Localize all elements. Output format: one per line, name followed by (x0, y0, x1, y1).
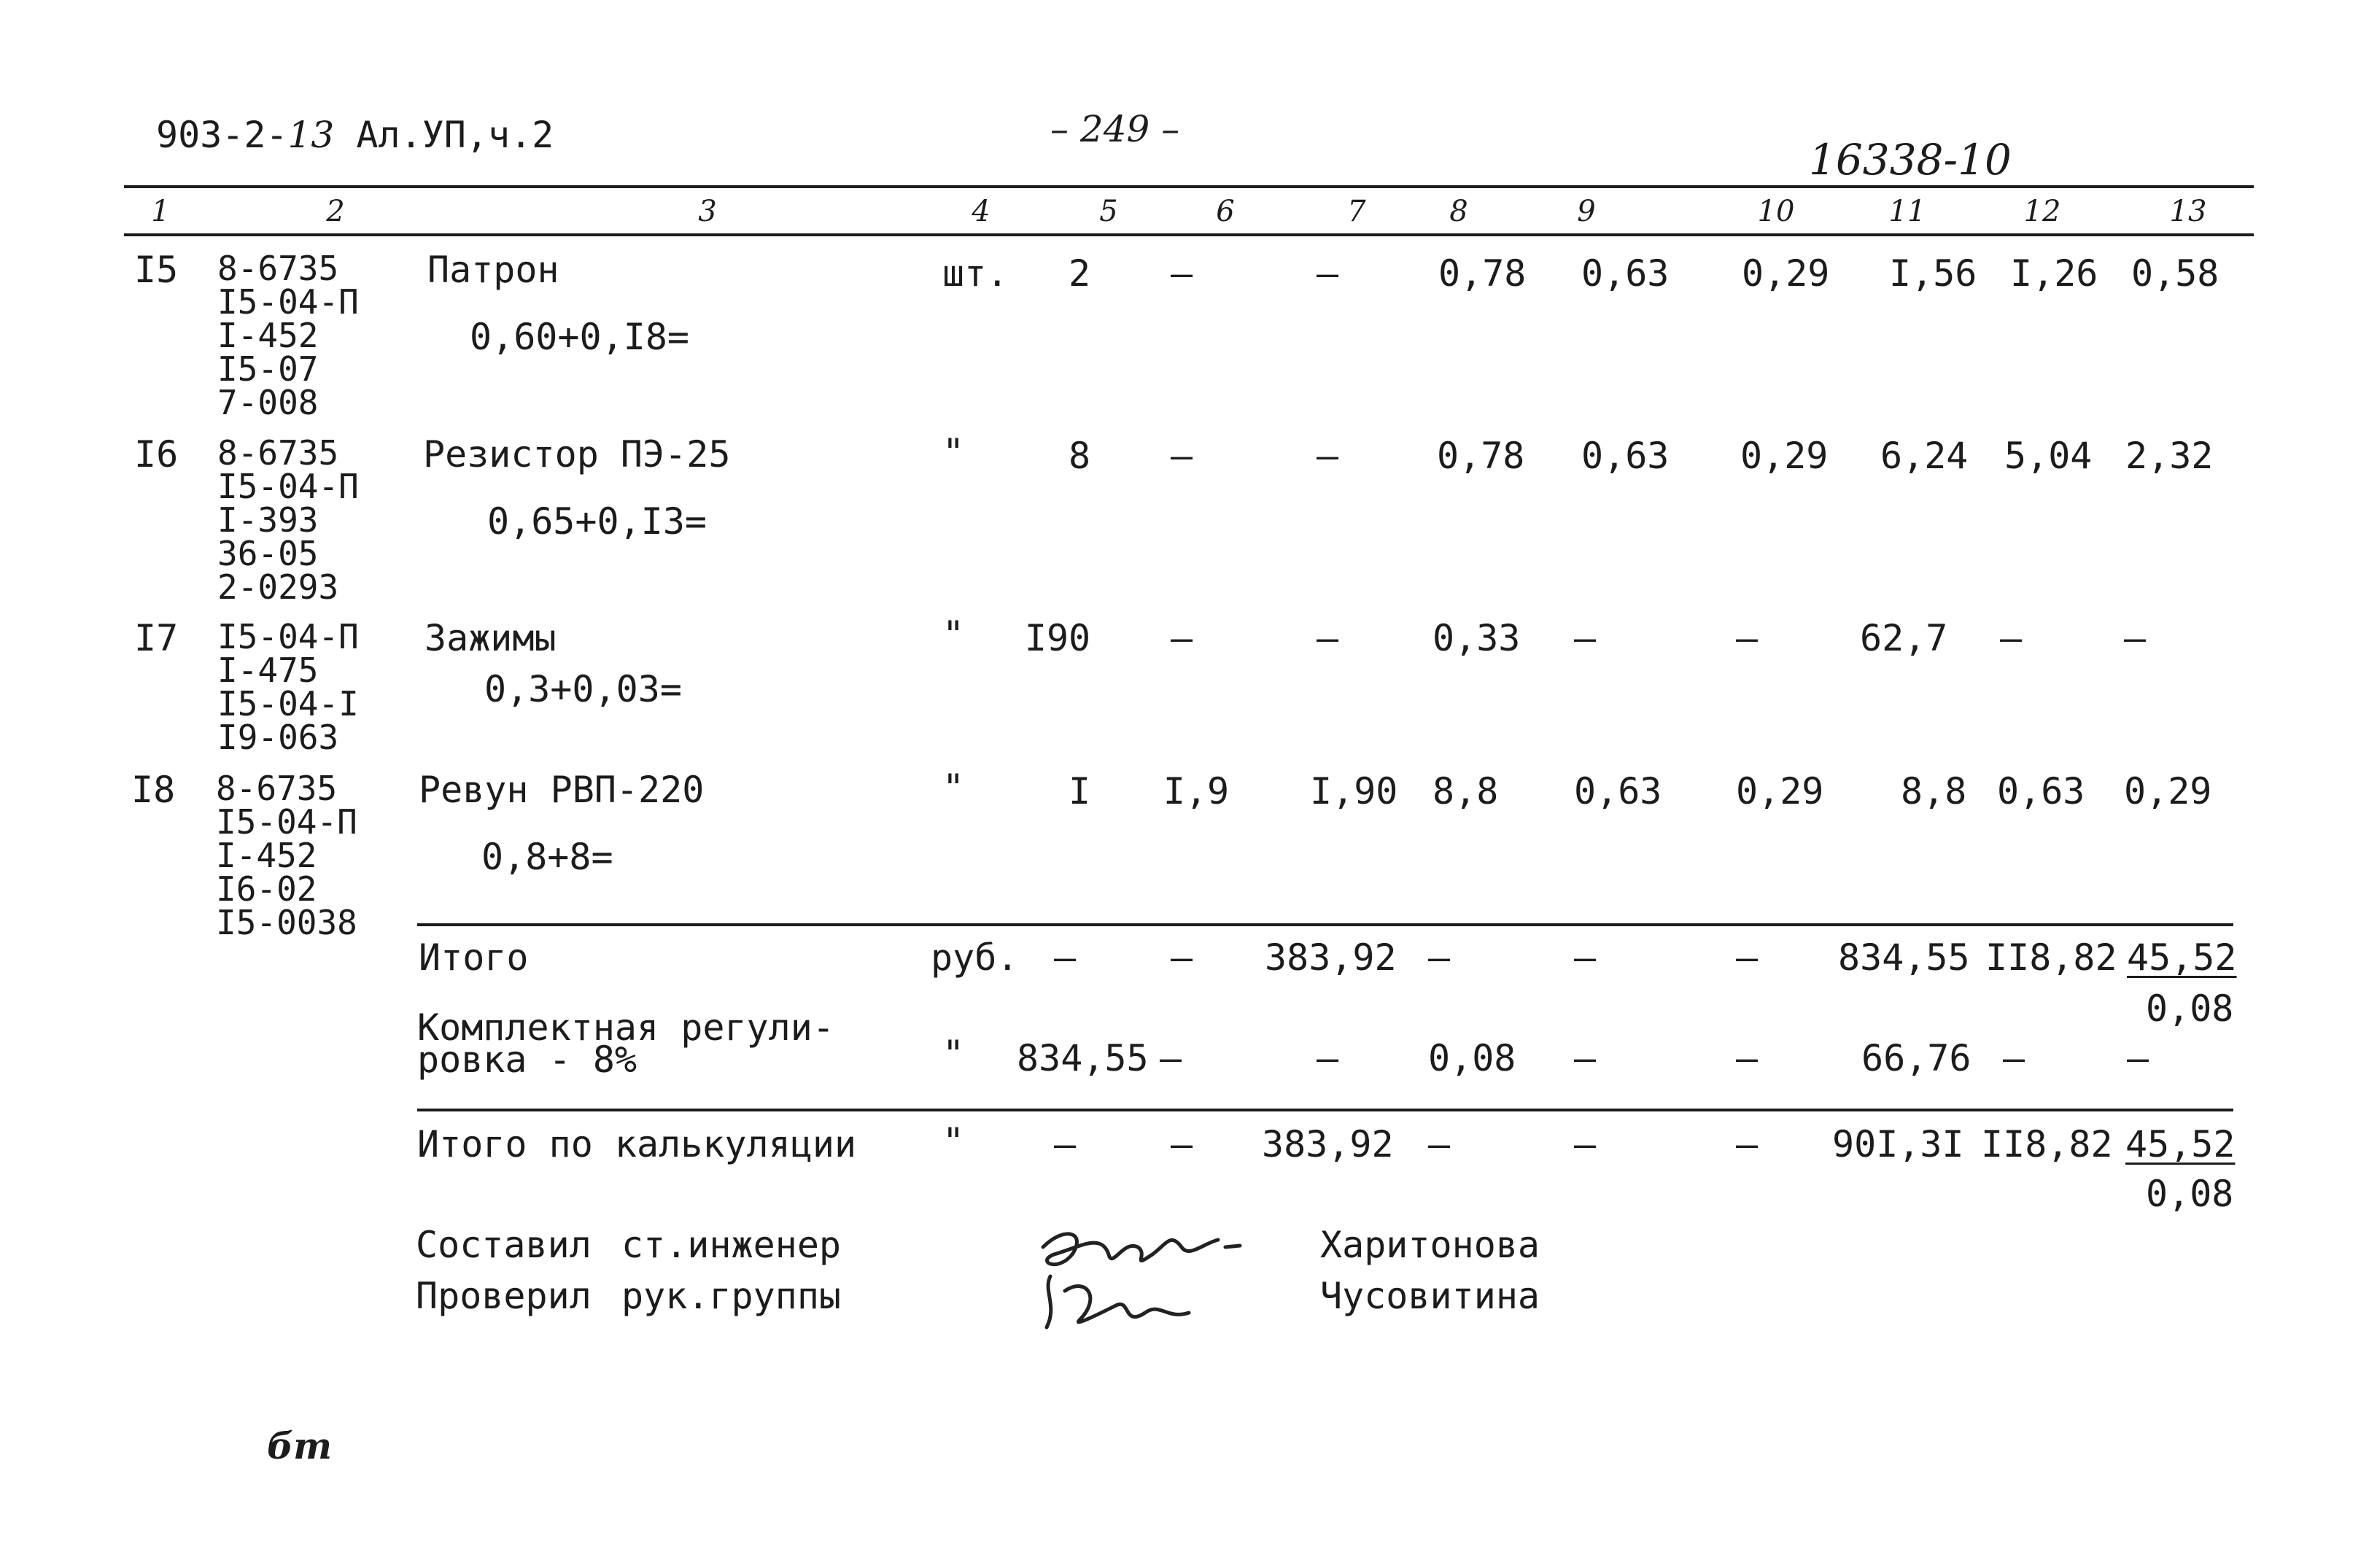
column-number: 7 (1347, 195, 1366, 228)
composed-label: Составил (416, 1224, 592, 1266)
unit: " (942, 613, 965, 656)
cell-col9: 0,63 (1574, 770, 1662, 812)
grand-total-col11: 90I,3I (1832, 1123, 1964, 1165)
cell-col7: – (1316, 435, 1339, 477)
totals-col6: – (1170, 936, 1193, 979)
column-number: 5 (1099, 195, 1118, 228)
unit: " (942, 431, 965, 473)
cell-col10: 0,29 (1740, 435, 1829, 477)
adjustment-unit: " (942, 1033, 965, 1075)
item-formula: 0,3+0,03= (484, 668, 682, 710)
stamp-number: 16338-10 (1809, 135, 2012, 185)
cell-col12: 5,04 (2004, 435, 2093, 477)
cell-col13: 2,32 (2125, 435, 2214, 477)
cell-col9: – (1574, 617, 1597, 659)
handwritten-signature-icon (1021, 1203, 1255, 1357)
norm-codes: 8-6735 I5-04-П I-452 I5-07 7-008 (217, 249, 359, 422)
grand-total-col9: – (1574, 1123, 1597, 1165)
document-code-handwritten: 13 (287, 114, 335, 156)
column-number: 11 (1888, 195, 1926, 228)
item-formula: 0,8+8= (481, 836, 613, 878)
cell-col12: 0,63 (1997, 770, 2085, 812)
totals-col8: – (1428, 936, 1451, 979)
document-code (156, 114, 554, 156)
document-code-suffix: Ал.УП,ч.2 (334, 114, 554, 156)
item-name: Ревун РВП-220 (419, 769, 705, 811)
quantity: I90 (1024, 617, 1091, 659)
checked-name: Чусовитина (1320, 1275, 1540, 1317)
adjustment-col6: – (1160, 1037, 1182, 1079)
adjustment-qty: 834,55 (1017, 1037, 1149, 1079)
column-number: 3 (698, 195, 717, 228)
cell-col13: – (2124, 617, 2147, 659)
page-number: – 249 – (1050, 108, 1180, 150)
totals-col9: – (1574, 936, 1597, 979)
cell-col7: – (1316, 252, 1339, 295)
totals-qty: – (1053, 936, 1077, 979)
row-number: I5 (134, 249, 179, 291)
cell-col13: 0,29 (2124, 770, 2212, 812)
item-formula: 0,60+0,I8= (470, 316, 690, 358)
column-number: 10 (1757, 195, 1795, 228)
cell-col6: – (1170, 617, 1193, 659)
adjustment-col10: – (1736, 1037, 1759, 1079)
footer-mark: бт (267, 1424, 333, 1467)
totals-col12: II8,82 (1985, 936, 2117, 979)
cell-col12: – (2000, 617, 2023, 659)
norm-codes: I5-04-П I-475 I5-04-I I9-063 (217, 617, 359, 757)
totals-col7: 383,92 (1265, 936, 1397, 979)
cell-col10: 0,29 (1742, 252, 1830, 295)
cell-col6: – (1170, 252, 1193, 295)
cell-col12: I,26 (2010, 252, 2098, 295)
cell-col11: 62,7 (1860, 617, 1948, 659)
column-number: 13 (2169, 195, 2207, 228)
grand-total-label: Итого по калькуляции (417, 1123, 857, 1165)
column-number: 6 (1216, 195, 1235, 228)
row-number: I8 (131, 769, 176, 811)
cell-col11: 8,8 (1901, 770, 1967, 812)
item-name: Зажимы (424, 617, 557, 659)
cell-col8: 8,8 (1432, 770, 1499, 812)
cell-col11: 6,24 (1880, 435, 1969, 477)
grand-total-rule (417, 1109, 2233, 1111)
totals-unit: руб. (931, 936, 1019, 979)
column-number: 9 (1577, 195, 1596, 228)
cell-col6: I,9 (1163, 770, 1230, 812)
header-bottom-rule (124, 233, 2254, 236)
checked-label: Проверил (416, 1275, 592, 1317)
adjustment-col12: – (2003, 1037, 2025, 1079)
grand-total-col13-sub: 0,08 (2146, 1173, 2234, 1215)
grand-total-col7: 383,92 (1262, 1123, 1394, 1165)
checked-role: рук.группы (621, 1275, 842, 1317)
unit: " (942, 766, 965, 809)
row-number: I7 (134, 617, 179, 659)
totals-label: Итого (419, 936, 529, 979)
grand-total-qty: – (1053, 1123, 1077, 1165)
grand-total-col13: 45,52 (2125, 1123, 2236, 1165)
item-formula: 0,65+0,I3= (487, 500, 707, 543)
cell-col13: 0,58 (2131, 252, 2219, 295)
grand-total-col10: – (1736, 1123, 1759, 1165)
cell-col10: 0,29 (1736, 770, 1824, 812)
grand-total-col12: II8,82 (1981, 1123, 2113, 1165)
quantity: I (1068, 770, 1091, 812)
cell-col9: 0,63 (1581, 435, 1670, 477)
column-number: 12 (2023, 195, 2061, 228)
cell-col6: – (1170, 435, 1193, 477)
column-number: 8 (1449, 195, 1468, 228)
grand-total-col8: – (1428, 1123, 1451, 1165)
quantity: 2 (1068, 252, 1091, 295)
document-code-prefix: 903-2- (156, 114, 288, 156)
cell-col10: – (1736, 617, 1759, 659)
totals-col10: – (1736, 936, 1759, 979)
item-name: Резистор ПЭ-25 (423, 433, 731, 476)
cell-col8: 0,33 (1432, 617, 1521, 659)
adjustment-col11: 66,76 (1861, 1037, 1971, 1079)
unit: шт. (942, 252, 1009, 295)
quantity: 8 (1068, 435, 1091, 477)
adjustment-col7: – (1316, 1037, 1339, 1079)
cell-col8: 0,78 (1438, 252, 1527, 295)
adjustment-col8: 0,08 (1428, 1037, 1516, 1079)
norm-codes: 8-6735 I5-04-П I-393 36-05 2-0293 (217, 433, 359, 607)
totals-col11: 834,55 (1838, 936, 1970, 979)
cell-col8: 0,78 (1437, 435, 1525, 477)
norm-codes: 8-6735 I5-04-П I-452 I6-02 I5-0038 (216, 769, 357, 942)
column-number: 4 (972, 195, 990, 228)
adjustment-label-line1: Комплектная регули- (417, 1006, 834, 1049)
row-number: I6 (134, 433, 179, 476)
column-number: 1 (151, 195, 170, 228)
composed-name: Харитонова (1320, 1224, 1540, 1266)
composed-role: ст.инженер (621, 1224, 842, 1266)
column-number: 2 (326, 195, 345, 228)
grand-total-col6: – (1170, 1123, 1193, 1165)
adjustment-label-line2: ровка - 8% (417, 1039, 637, 1081)
cell-col7: I,90 (1310, 770, 1398, 812)
totals-rule (417, 923, 2233, 926)
grand-total-unit: " (942, 1120, 965, 1163)
cell-col11: I,56 (1889, 252, 1977, 295)
header-top-rule (124, 185, 2254, 188)
adjustment-col9: – (1574, 1037, 1597, 1079)
item-name: Патрон (427, 249, 559, 291)
cell-col7: – (1316, 617, 1339, 659)
adjustment-col13: – (2127, 1037, 2149, 1079)
totals-col13: 45,52 (2127, 936, 2237, 979)
cell-col9: 0,63 (1581, 252, 1670, 295)
totals-col13-sub: 0,08 (2146, 987, 2234, 1030)
